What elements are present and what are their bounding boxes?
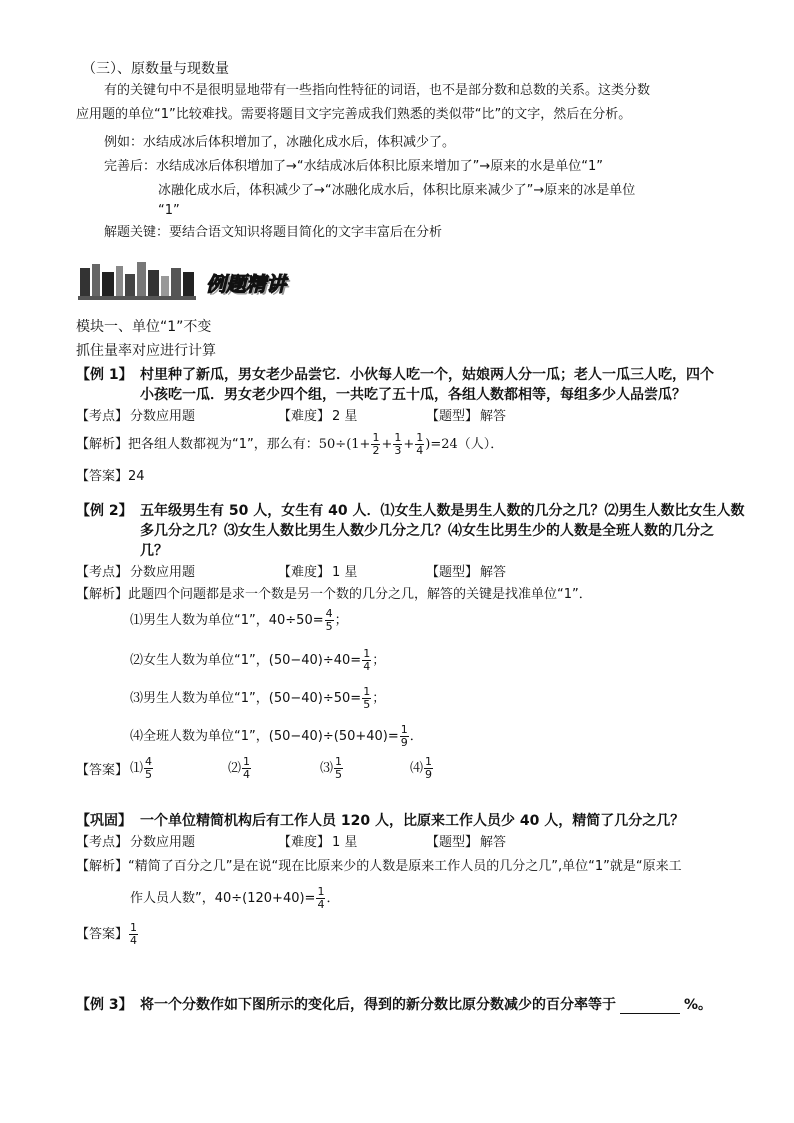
fraction	[129, 922, 138, 947]
answer-num: ⑵	[228, 761, 242, 776]
numerator: 1	[416, 431, 424, 444]
paragraph-line: 有的关键句中不是很明显地带有一些指向性特征的词语，也不是部分数和总数的关系。这类分数	[104, 83, 651, 98]
tx-value: 解答	[480, 409, 507, 424]
step-line	[130, 724, 423, 749]
banner-title: 例题精讲	[206, 272, 286, 296]
math-expr: +	[381, 437, 393, 452]
kd-label: 【考点】	[76, 835, 129, 850]
jx-label: 【解析】	[76, 859, 129, 874]
question-suffix: %。	[684, 997, 713, 1013]
step-line	[130, 686, 385, 711]
fraction	[362, 686, 371, 711]
step-end: ．	[326, 891, 340, 906]
jx-text: “精简了百分之几”是在说“现在比原来少的人数是原来工作人员的几分之几”,单位“1”就是“原来工	[128, 859, 682, 874]
step-text: ⑴男生人数为单位“1”，40÷50=	[130, 613, 324, 628]
numerator: 1	[363, 685, 371, 698]
step-end: ；	[372, 653, 386, 668]
fraction	[316, 886, 325, 911]
kd-label: 【考点】	[76, 565, 129, 580]
fraction	[424, 756, 433, 781]
step-end: ；	[372, 691, 386, 706]
step-text: ⑶男生人数为单位“1”，(50−40)÷50=	[130, 691, 362, 706]
numerator: 1	[317, 885, 325, 898]
numerator: 1	[363, 647, 371, 660]
denominator: 4	[130, 934, 138, 947]
solution-line	[76, 858, 682, 876]
nd-value: 1 星	[332, 835, 358, 850]
answer-blank[interactable]	[620, 999, 680, 1014]
fraction	[144, 756, 153, 781]
question-line: 五年级男生有 50 人，女生有 40 人．⑴女生人数是男生人数的几分之几？⑵男生人数比女生人数	[140, 503, 745, 519]
section-banner	[78, 262, 318, 302]
numerator: 1	[372, 431, 380, 444]
question-text: 将一个分数作如下图所示的变化后，得到的新分数比原分数减少的百分率等于	[140, 997, 616, 1013]
da-value: 24	[128, 469, 145, 484]
answer-line	[76, 468, 145, 486]
denominator: 5	[145, 768, 153, 781]
jx-text: 把各组人数都视为“1”，那么有：	[128, 437, 319, 452]
numerator: 4	[325, 607, 333, 620]
denominator: 4	[416, 444, 424, 457]
answer-num: ⑶	[320, 761, 334, 776]
kd-value: 分数应用题	[130, 409, 196, 424]
fraction	[325, 608, 334, 633]
question-line: 一个单位精简机构后有工作人员 120 人，比原来工作人员少 40 人，精简了几分之几？	[140, 813, 685, 829]
tx-label: 【题型】	[426, 565, 479, 580]
question-line: 村里种了新瓜，男女老少品尝它．小伙每人吃一个，姑娘两人分一瓜；老人一瓜三人吃，四个	[140, 367, 714, 383]
example-tag: 【例 1】	[76, 367, 133, 383]
completed-line: “1”	[158, 203, 180, 218]
answer-num: ⑴	[130, 761, 144, 776]
numerator: 1	[335, 755, 343, 768]
math-expr: +	[403, 437, 415, 452]
kd-value: 分数应用题	[130, 835, 196, 850]
math-expr: )=24（人）．	[425, 437, 504, 452]
nd-label: 【难度】	[278, 835, 331, 850]
nd-label: 【难度】	[278, 565, 331, 580]
module-title: 模块一、单位“1”不变	[76, 319, 212, 335]
question-line: 小孩吃一瓜．男女老少四个组，一共吃了五十瓜，各组人数都相等，每组多少人品尝瓜？	[140, 387, 686, 403]
denominator: 9	[425, 768, 433, 781]
example-tag: 【例 2】	[76, 503, 133, 519]
example-line: 例如：水结成冰后体积增加了，冰融化成水后，体积减少了。	[104, 135, 456, 150]
module-subtitle: 抓住量率对应进行计算	[76, 343, 216, 359]
solution-line	[76, 432, 503, 457]
solution-line	[76, 586, 592, 604]
completed-line: 完善后：水结成冰后体积增加了→“水结成冰后体积比原来增加了”→原来的水是单位“1”	[104, 159, 603, 174]
numerator: 1	[130, 921, 138, 934]
nd-label: 【难度】	[278, 409, 331, 424]
fraction	[400, 724, 409, 749]
step-end: ；	[334, 613, 348, 628]
numerator: 1	[425, 755, 433, 768]
question-line	[140, 996, 712, 1014]
denominator: 9	[400, 736, 408, 749]
da-label: 【答案】	[76, 763, 129, 778]
denominator: 3	[394, 444, 402, 457]
section-title: （三）、原数量与现数量	[82, 61, 229, 77]
fraction	[371, 432, 380, 457]
jx-label: 【解析】	[76, 437, 129, 452]
question-line: 多几分之几？⑶女生人数比男生人数少几分之几？⑷女生比男生少的人数是全班人数的几分之	[140, 523, 714, 539]
example-tag: 【巩固】	[76, 813, 132, 829]
jx-text: 作人员人数”，40÷(120+40)=	[130, 891, 316, 906]
step-end: ．	[409, 729, 423, 744]
fraction	[242, 756, 251, 781]
step-text: ⑵女生人数为单位“1”，(50−40)÷40=	[130, 653, 362, 668]
fraction	[334, 756, 343, 781]
step-text: ⑷全班人数为单位“1”，(50−40)÷(50+40)=	[130, 729, 399, 744]
answer-item	[228, 756, 252, 781]
fraction	[393, 432, 402, 457]
kd-label: 【考点】	[76, 409, 129, 424]
step-line	[130, 608, 348, 633]
jx-text: 此题四个问题都是求一个数是另一个数的几分之几，解答的关键是找准单位“1”．	[128, 587, 592, 602]
nd-value: 1 星	[332, 565, 358, 580]
denominator: 2	[372, 444, 380, 457]
denominator: 5	[335, 768, 343, 781]
tx-label: 【题型】	[426, 835, 479, 850]
tx-label: 【题型】	[426, 409, 479, 424]
paragraph-line: 应用题的单位“1”比较难找。需要将题目文字完善成我们熟悉的类似带“比”的文字，然后在分析。	[76, 107, 632, 122]
denominator: 4	[363, 660, 371, 673]
fraction	[362, 648, 371, 673]
fraction	[415, 432, 424, 457]
da-label: 【答案】	[76, 927, 129, 942]
denominator: 4	[317, 898, 325, 911]
da-label: 【答案】	[76, 469, 129, 484]
nd-value: 2 星	[332, 409, 358, 424]
question-line: 几？	[140, 543, 168, 559]
jx-label: 【解析】	[76, 587, 129, 602]
tx-value: 解答	[480, 835, 507, 850]
answer-item	[320, 756, 344, 781]
denominator: 5	[363, 698, 371, 711]
math-expr: 50÷(1+	[318, 437, 371, 452]
answer-num: ⑷	[410, 761, 424, 776]
completed-line: 冰融化成水后，体积减少了→“冰融化成水后，体积比原来减少了”→原来的冰是单位	[158, 183, 636, 198]
denominator: 4	[243, 768, 251, 781]
answer-line	[76, 922, 139, 947]
denominator: 5	[325, 620, 333, 633]
numerator: 1	[394, 431, 402, 444]
tx-value: 解答	[480, 565, 507, 580]
key-line: 解题关键：要结合语文知识将题目简化的文字丰富后在分析	[104, 225, 443, 240]
numerator: 4	[145, 755, 153, 768]
numerator: 1	[400, 723, 408, 736]
solution-line	[130, 886, 339, 911]
answer-item	[410, 756, 434, 781]
numerator: 1	[243, 755, 251, 768]
example-tag: 【例 3】	[76, 997, 133, 1013]
step-line	[130, 648, 385, 673]
answer-row	[76, 755, 576, 792]
kd-value: 分数应用题	[130, 565, 196, 580]
answer-item	[130, 756, 154, 781]
